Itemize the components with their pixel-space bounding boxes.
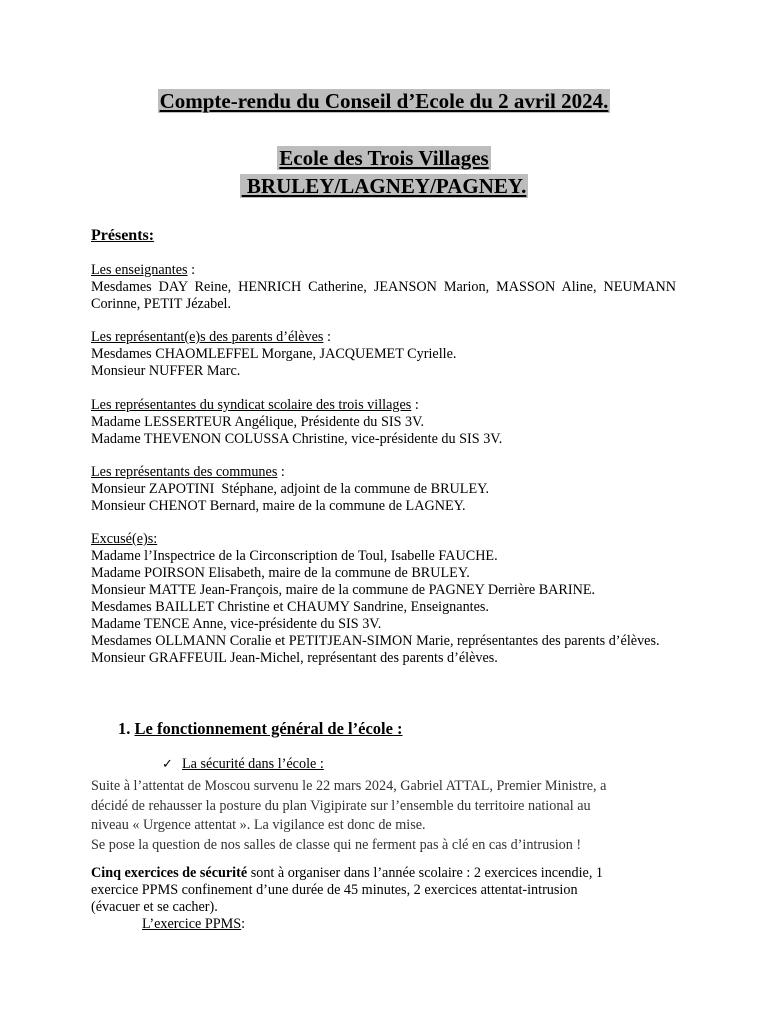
syndicat-line: Madame LESSERTEUR Angélique, Présidente du SIS 3V. [91,414,425,430]
checkmark-icon: ✓ [162,757,173,772]
syndicat-block [91,397,676,448]
parents-label-line: Les représentant(e)s des parents d’élèves : [91,329,331,345]
syndicat-label-line: Les représentantes du syndicat scolaire des trois villages : [91,397,419,413]
communes-label-line: Les représentants des communes : [91,464,285,480]
section-1-heading: 1. Le fonctionnement général de l’école : [118,719,403,738]
excuses-line: Monsieur MATTE Jean-François, maire de la commune de PAGNEY Derrière BARINE. [91,582,596,598]
excuses-line: Madame l’Inspectrice de la Circonscription de Toul, Isabelle FAUCHE. [91,548,498,564]
paragraph-line: (évacuer et se cacher). [91,899,218,915]
ppms-heading: L’exercice PPMS: [142,916,246,932]
school-name: Ecole des Trois Villages [279,146,489,170]
teachers-block [91,262,676,313]
excuses-line-ollmann: Mesdames OLLMANN Coralie et PETITJEAN-SIMON Marie, représentantes des parents d’élèves. [91,633,660,649]
excuses-label: Excusé(e)s: [91,531,158,547]
excuses-line: Madame TENCE Anne, vice-présidente du SIS 3V. [91,616,382,632]
excuses-line-graffeuil: Monsieur GRAFFEUIL Jean-Michel, représentant des parents d’élèves. [91,650,498,666]
paragraph-line: Se pose la question de nos salles de classe qui ne ferment pas à clé en cas d’intrusion ! [91,836,582,853]
paragraph-line: niveau « Urgence attentat ». La vigilance est donc de mise. [91,817,426,833]
excuses-block [91,531,676,667]
communes-line: Monsieur CHENOT Bernard, maire de la commune de LAGNEY. [91,498,466,514]
teachers-label-line: Les enseignantes : [91,262,196,278]
document-title: Compte-rendu du Conseil d’Ecole du 2 avril 2024. [159,89,609,113]
school-villages: BRULEY/LAGNEY/PAGNEY. [241,174,527,198]
securite-paragraph [91,777,691,855]
paragraph-line: exercice PPMS confinement d’une durée de 45 minutes, 2 exercices attentat-intrusion [91,882,578,898]
communes-line: Monsieur ZAPOTINI Stéphane, adjoint de la commune de BRULEY. [91,481,490,497]
presents-heading: Présents: [91,227,155,244]
syndicat-line: Madame THEVENON COLUSSA Christine, vice-présidente du SIS 3V. [91,431,503,447]
teachers-list: Mesdames DAY Reine, HENRICH Catherine, JEANSON Marion, MASSON Aline, NEUMANN Corinne, PETIT Jézabel. [91,279,676,312]
excuses-line: Mesdames BAILLET Christine et CHAUMY Sandrine, Enseignantes. [91,599,489,615]
paragraph-line: Suite à l’attentat de Moscou survenu le 22 mars 2024, Gabriel ATTAL, Premier Ministre, a [91,778,607,794]
exercises-paragraph [91,865,691,916]
communes-block [91,464,676,515]
paragraph-line: Cinq exercices de sécurité sont à organiser dans l’année scolaire : 2 exercices incendie, 1 [91,865,604,881]
paragraph-line: décidé de rehausser la posture du plan Vigipirate sur l’ensemble du territoire national au [91,797,591,814]
parents-line: Monsieur NUFFER Marc. [91,363,241,379]
parents-line: Mesdames CHAOMLEFFEL Morgane, JACQUEMET Cyrielle. [91,346,457,362]
excuses-line: Madame POIRSON Elisabeth, maire de la commune de BRULEY. [91,565,470,581]
parents-block [91,329,676,380]
subsection-securite: ✓ La sécurité dans l’école : [162,756,324,772]
